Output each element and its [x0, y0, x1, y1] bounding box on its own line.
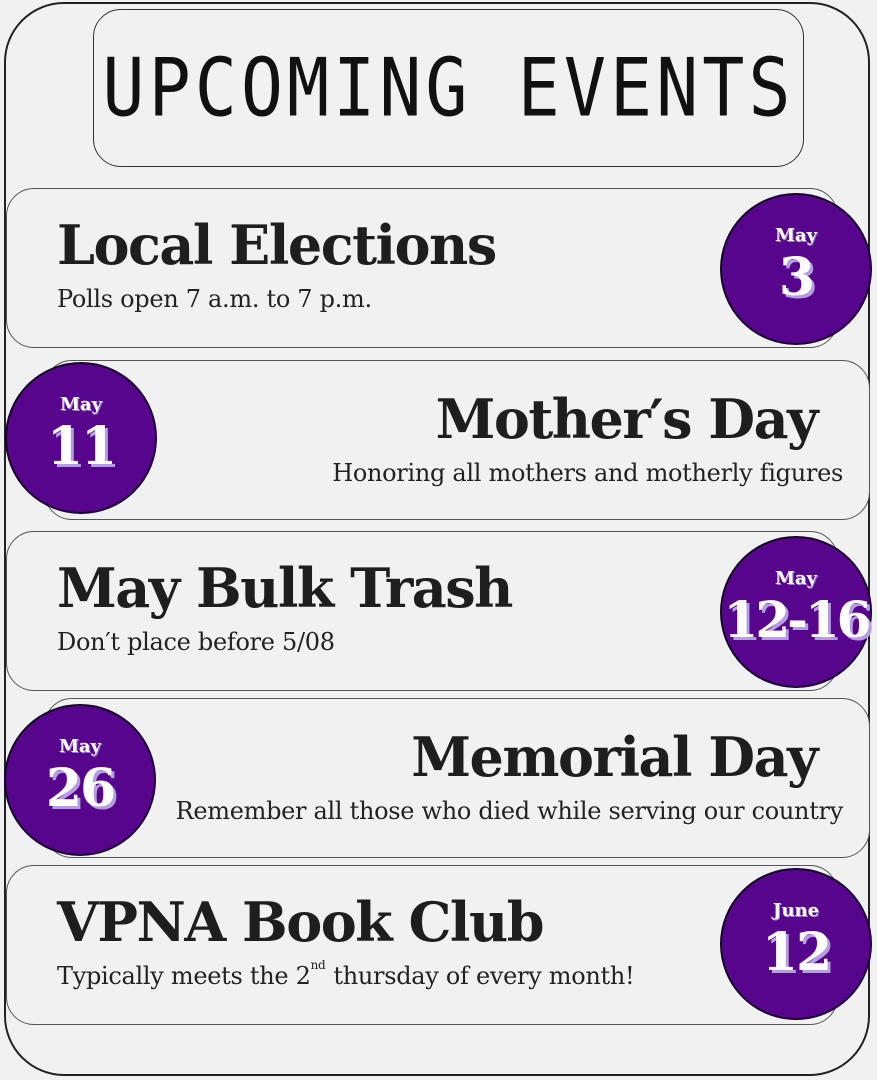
event-detail: Don′t place before 5/08	[57, 628, 335, 656]
badge-day: 26	[45, 758, 115, 819]
event-title: Memorial Day	[411, 725, 817, 789]
event-title: Mother′s Day	[435, 387, 817, 451]
badge-month: June	[772, 900, 820, 921]
badge-day: 12-16	[723, 590, 869, 649]
event-detail: Polls open 7 a.m. to 7 p.m.	[57, 285, 372, 313]
badge-month: May	[774, 225, 818, 246]
badge-day: 11	[46, 416, 116, 477]
date-badge-book-club	[720, 868, 872, 1020]
event-card-mothers-day	[44, 360, 870, 520]
event-title: VPNA Book Club	[57, 890, 543, 954]
event-detail-before: Typically meets the 2	[57, 962, 311, 990]
date-badge-memorial-day	[4, 704, 156, 856]
badge-day: 3	[778, 247, 814, 308]
page-title: UPCOMING EVENTS	[102, 40, 795, 136]
event-card-memorial-day	[44, 698, 870, 858]
event-detail-after: thursday of every month!	[333, 962, 635, 990]
ordinal-suffix: nd	[310, 958, 326, 972]
date-badge-local-elections	[720, 193, 872, 345]
title-box	[93, 9, 804, 167]
event-detail: Honoring all mothers and motherly figures	[332, 459, 843, 487]
badge-day: 12	[761, 922, 831, 983]
event-title: May Bulk Trash	[57, 556, 512, 620]
event-card-book-club	[6, 865, 838, 1025]
date-badge-mothers-day	[5, 362, 157, 514]
badge-month: May	[774, 568, 818, 589]
event-detail	[57, 958, 635, 990]
date-badge-bulk-trash	[720, 536, 872, 688]
event-card-local-elections	[6, 188, 838, 348]
event-card-bulk-trash	[6, 531, 838, 691]
badge-month: May	[58, 736, 102, 757]
badge-month: May	[59, 394, 103, 415]
event-title: Local Elections	[57, 213, 496, 277]
event-detail: Remember all those who died while serving our country	[175, 797, 843, 825]
